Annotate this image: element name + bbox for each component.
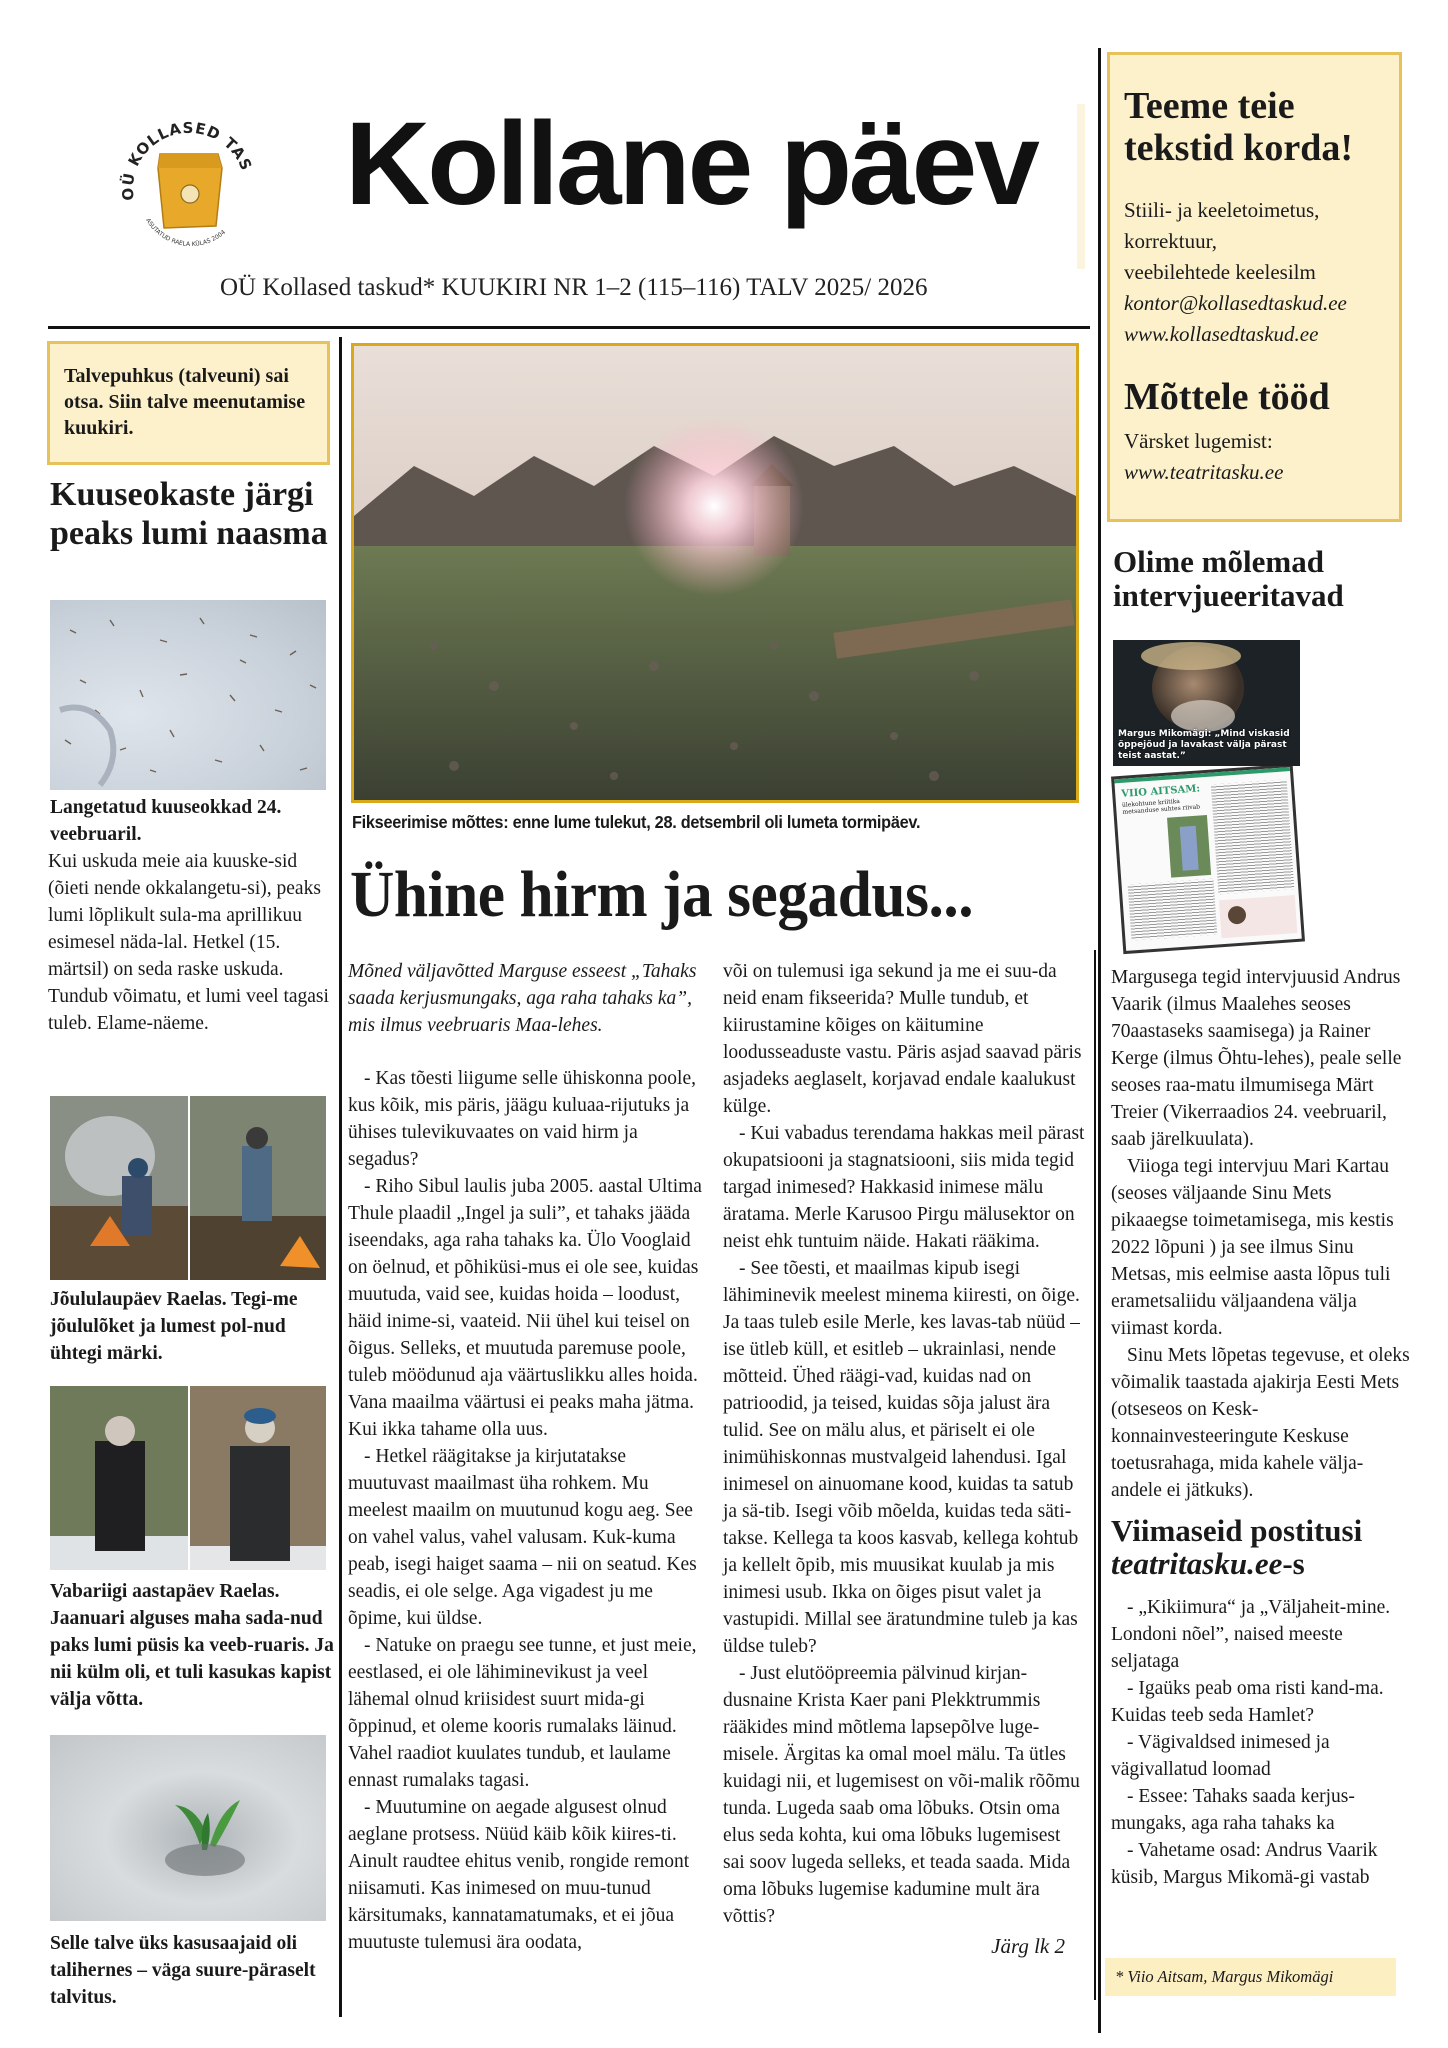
newsletter-title: Kollane päev bbox=[345, 98, 1037, 230]
article-headline: Ühine hirm ja segadus... bbox=[350, 858, 974, 931]
continued-link[interactable]: Järg lk 2 bbox=[991, 1934, 1065, 1958]
photo-caption: Jõululaupäev Raelas. Tegi-me jõululõket ja lumest pol-nud ühtegi märki. bbox=[50, 1289, 298, 1364]
clip2-title: VIIO AITSAM: bbox=[1120, 783, 1201, 800]
right-body bbox=[1111, 964, 1411, 1891]
posts-headline bbox=[1111, 1514, 1411, 1580]
main-photo-caption: Fikseerimise mõttes: enne lume tulekut, 28. detsembril oli lumeta tormipäev. bbox=[352, 812, 921, 832]
photo-christmas-bonfire bbox=[50, 1096, 326, 1280]
posts-headline-text: Viimaseid postitusi bbox=[1111, 1513, 1363, 1548]
logo-text: OÜ KOLLASED TAS bbox=[118, 118, 256, 202]
clipping-margus-mikomagi bbox=[1113, 640, 1300, 766]
left-headline: Kuuseokaste järgi peaks lumi naasma bbox=[50, 476, 328, 552]
clip2-subtitle: ülekohtune kriitika metsanduse suhtes riivab bbox=[1121, 797, 1201, 816]
article-paragraph: - Just elutööpreemia pälvinud kirjan-dusnaine Krista Kaer pani Plekktrummis rääkides mind mõtlema lapsepõlve luge-misele. Ärgitas ka omal moel mälu. Ta ütles kuidagi nii, et lugemisest on või-malik rõõmu tunda. Lugeda saab oma lõbuks. Otsin oma elus seda kohta, kui oma lõbuks lugemisest sai soov lugeda selleks, et teada saada. Mida oma lõbuks lugemise kadumine mult ära võttis? bbox=[723, 1663, 1080, 1927]
photo-caption: Langetatud kuuseokkad 24. veebruaril. bbox=[50, 797, 282, 845]
right-paragraph: Sinu Mets lõpetas tegevuse, et oleks võimalik taastada ajakirja Eesti Mets (otseseos on Kesk-konnainvesteeringute Keskuse toetusrahaga, mida kahele välja-andele ei jätkuks). bbox=[1111, 1345, 1410, 1501]
left-body-text: Kui uskuda meie aia kuuske-sid (õieti nende okkalangetu-si), peaks lumi lõplikult sula-ma aprillikuu esimesel näda-lal. Hetkel (15. märtsil) on seda raske uskuda. Tundub võimatu, et lumi veel tagasi tuleb. Elame-näeme. bbox=[48, 851, 329, 1034]
article-paragraph: - See tõesti, et maailmas kipub isegi lähiminevik meelest minema kiiresti, on õige. Ja taas tuleb esile Merle, kes lavas-tab nüüd – ise ütleb küll, et esitleb – ukrainlasi, nende mõtteid. Ühed räägi-vad, kuidas nad on patrioodid, ja teised, kuidas sõja jalust ära tulid. See on mälu alus, et päriselt ei ole inimühiskonnas mustvalgeid lahendusi. Igal inimesel on ainuomane kood, kuidas ta satub ja sä-tib. Isegi võib mõelda, kuidas teda säti-takse. Kellega ta koos kasvab, kellega kohtub ja kellelt õpib, mis muusikat kuulab ja mis inimesi usub. Ikka on õiges pisut valet ja vastupidi. Millal see äratundmine tuleb ja kas üldse tuleb? bbox=[723, 1258, 1080, 1657]
main-photo-storm-day bbox=[351, 343, 1079, 803]
ad-headline: Teeme teie tekstid korda! bbox=[1124, 85, 1354, 169]
article-intro: Mõned väljavõtted Marguse esseest „Tahaks saada kerjusmungaks, aga raha tahaks ka”, mis ilmus veebruaris Maa-lehes. bbox=[348, 961, 697, 1036]
right-paragraph: Margusega tegid intervjuusid Andrus Vaarik (ilmus Maalehes seoses 70aastaseks saamisega) ja Rainer Kerge (ilmus Õhtu-lehes), peale selle seoses raa-matu ilmumisega Märt Treier (Vikerraadios 24. veebruaril, saab järelkuulata). bbox=[1111, 967, 1402, 1150]
right-headline: Olime mõlemad intervjueeritavad bbox=[1113, 544, 1344, 613]
posts-headline-suffix: -s bbox=[1282, 1546, 1305, 1581]
issue-line: OÜ Kollased taskud* KUUKIRI NR 1–2 (115–116) TALV 2025/ 2026 bbox=[220, 274, 928, 301]
clipping-viio-aitsam bbox=[1111, 764, 1305, 954]
divider bbox=[1094, 950, 1096, 2000]
notice-box: Talvepuhkus (talveuni) sai otsa. Siin talve meenutamise kuukiri. bbox=[47, 341, 330, 465]
article-paragraph: või on tulemusi iga sekund ja me ei suu-da neid enam fikseerida? Mulle tundub, et kiirustamine kõiges on käitumine loodusseaduste vastu. Päris asjad saavad päris asjadeks aeglaselt, korjavad endale kaalukust külge. bbox=[723, 961, 1082, 1117]
email-link[interactable]: kontor@kollasedtaskud.ee bbox=[1124, 291, 1347, 315]
ad-service: veebilehtede keelesilm bbox=[1124, 260, 1316, 284]
masthead-edge bbox=[1077, 104, 1085, 269]
photo-caption: Selle talve üks kasusaajaid oli talihernes – väga suure-päraselt talvitus. bbox=[50, 1933, 316, 2008]
article-paragraph: - Kas tõesti liigume selle ühiskonna poole, kus kõik, mis päris, jäägu kuluaa-rijutuks ja ühises tulevikuvaates on vaid hirm ja segadus? bbox=[348, 1068, 696, 1170]
post-link[interactable]: - Vahetame osad: Andrus Vaarik küsib, Margus Mikomä-gi vastab bbox=[1111, 1840, 1378, 1888]
publisher-logo bbox=[112, 108, 264, 260]
divider bbox=[339, 337, 342, 2017]
article-column-2 bbox=[723, 958, 1085, 1959]
article-paragraph: - Riho Sibul laulis juba 2005. aastal Ultima Thule plaadil „Ingel ja suli”, et tahaks jääda iseendaks, aga raha tahaks ka. Ülo Vooglaid on öelnud, et põhiküsi-mus ei ole see, kuidas muutuda, vaid see, kuidas hoida – loodust, häid inime-si, vaateid. Nii ühel kui teisel on õigus. Selleks, et muutuda paremuse poole, tuleb möödunud aja väärtuslikku alles hoida. Vana maailma väärtusi ei peaks maha jätma. Kui ikka tahame olla uus. bbox=[348, 1176, 702, 1440]
post-link[interactable]: - „Kikiimura“ ja „Väljaheit-mine. Londoni nõel”, naised meeste seljataga bbox=[1111, 1597, 1391, 1672]
ad-subtext: Värsket lugemist: bbox=[1124, 429, 1273, 453]
ad-service: Stiili- ja keeletoimetus, bbox=[1124, 198, 1320, 222]
website-link-2[interactable]: www.teatritasku.ee bbox=[1124, 460, 1284, 484]
photo-winter-pea bbox=[50, 1735, 326, 1921]
divider bbox=[48, 326, 1090, 329]
website-link[interactable]: www.kollasedtaskud.ee bbox=[1124, 322, 1319, 346]
post-link[interactable]: - Essee: Tahaks saada kerjus-mungaks, aga raha tahaks ka bbox=[1111, 1786, 1355, 1834]
post-link[interactable]: - Igaüks peab oma risti kand-ma. Kuidas teeb seda Hamlet? bbox=[1111, 1678, 1384, 1726]
article-paragraph: - Muutumine on aegade algusest olnud aeglane protsess. Nüüd käib kõik kiires-ti. Ainult raudtee ehitus venib, rongide remont niisamuti. Kas inimesed on muu-tunud kärsitumaks, kannatamatumaks, et ei jõua muutuste tulemusi ära oodata, bbox=[348, 1797, 690, 1953]
article-paragraph: - Natuke on praegu see tunne, et just meie, eestlased, ei ole lähiminevikust ja veel lähemal olnud kriisidest suurt mida-gi õppinud, et oleme kooris rumalaks läinud. Vahel raadiot kuulates tundub, et laulame ennast rumalaks tagasi. bbox=[348, 1635, 697, 1791]
ad-headline-2: Mõttele tööd bbox=[1124, 376, 1330, 418]
footnote: * Viio Aitsam, Margus Mikomägi bbox=[1105, 1958, 1396, 1996]
right-paragraph: Viioga tegi intervjuu Mari Kartau (seoses väljaande Sinu Mets pikaaegse toimetamisega, mis kestis 2022 lõpuni ) ja see ilmus Sinu Metsas, mis eelmise aasta lõpus tuli erametsaliidu väljaandena välja viimast korda. bbox=[1111, 1156, 1394, 1339]
photo-snow-needles bbox=[50, 600, 326, 790]
ad-box bbox=[1107, 52, 1402, 522]
article-paragraph: - Hetkel räägitakse ja kirjutatakse muutuvast maailmast üha rohkem. Mu meelest maailm on muutunud kogu aeg. See on vahel valus, vahel valusam. Kuk-kuma peab, isegi haiget saama – nii on seatud. Kes seadis, ei ole selge. Aga vigadest ju me õpime, kui üldse. bbox=[348, 1446, 697, 1629]
photo-independence-day bbox=[50, 1386, 326, 1570]
article-column-1 bbox=[348, 958, 708, 1956]
post-link[interactable]: - Vägivaldsed inimesed ja vägivallatud loomad bbox=[1111, 1732, 1330, 1780]
article-paragraph: - Kui vabadus terendama hakkas meil pärast okupatsiooni ja stagnatsiooni, siis mida tegid targad inimesed? Hakkasid inimese mälu äratama. Merle Karusoo Pirgu mälusektor on neist ehk tuntuim näide. Hakati rääkima. bbox=[723, 1123, 1085, 1252]
ad-service: korrektuur, bbox=[1124, 229, 1218, 253]
posts-headline-site[interactable]: teatritasku.ee bbox=[1111, 1546, 1283, 1581]
photo-caption: Vabariigi aastapäev Raelas. Jaanuari alguses maha sada-nud paks lumi püsis ka veeb-ruaris. Ja nii külm oli, et tuli kasukas kapist välja võtta. bbox=[50, 1581, 334, 1710]
logo-subtext: ASUTATUD RAELA KÜLAS 2004 bbox=[144, 217, 227, 248]
clip1-caption: Margus Mikomägi: „Mind viskasid õppejõud ja lavakast välja pärast teist aastat.” bbox=[1118, 729, 1290, 761]
divider bbox=[1098, 48, 1101, 2033]
